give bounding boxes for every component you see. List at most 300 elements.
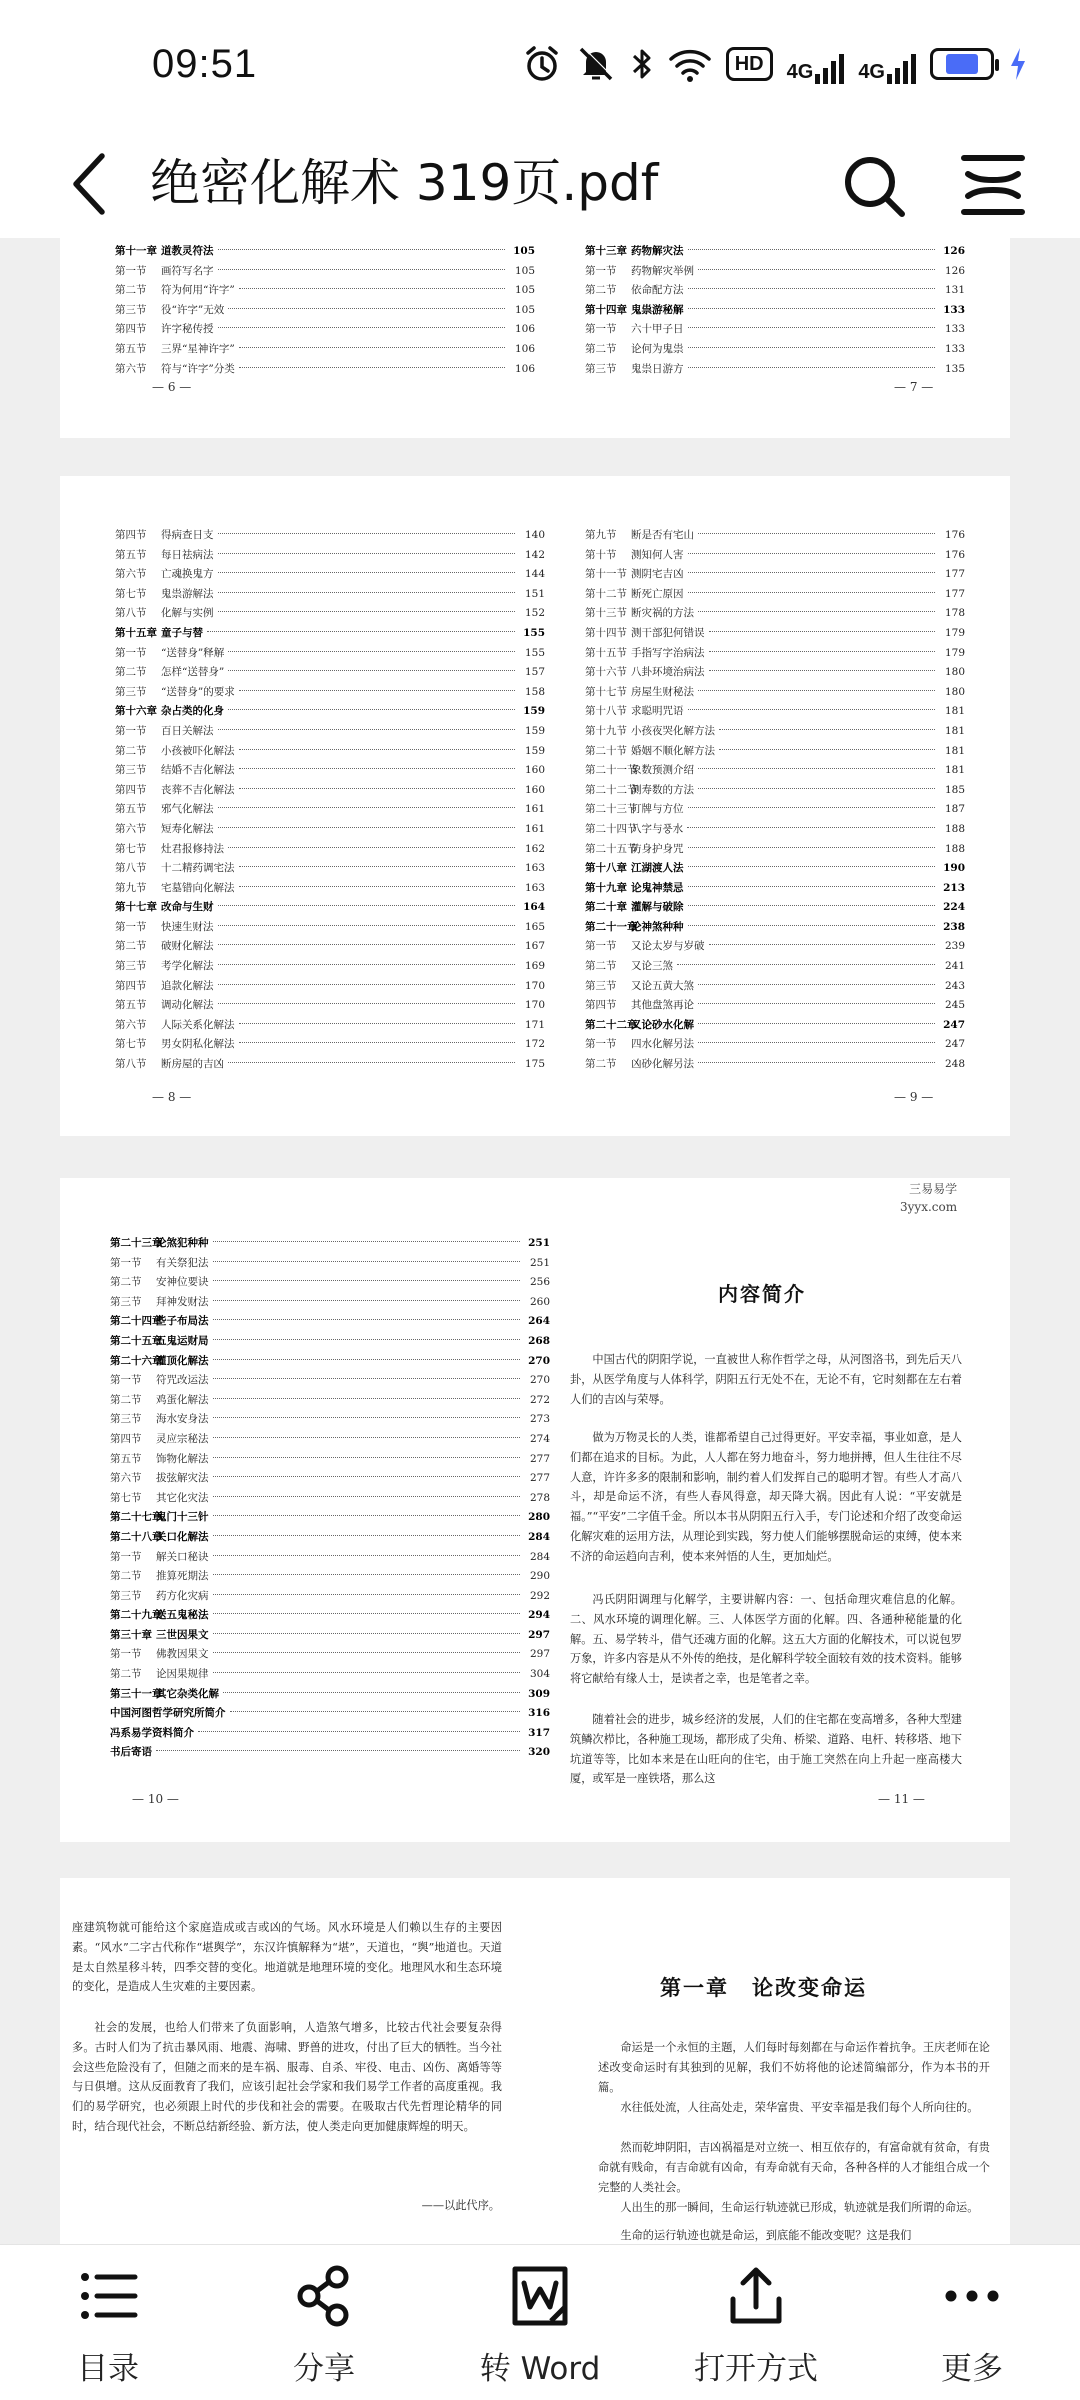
toc-entry-page: 164 bbox=[523, 901, 545, 914]
toc-entry bbox=[110, 1450, 550, 1470]
toc-entry bbox=[585, 722, 965, 742]
chapter-paragraph: 命运是一个永恒的主题，人们每时每刻都在与命运作着抗争。王庆老师在论述改变命运时有其独到的见解，我们不妨将他的论述简编部分，作为本书的开篇。 bbox=[598, 2041, 990, 2094]
toc-entry-title: 破财化解法 bbox=[161, 940, 214, 953]
toc-entry-number: 第十九节 bbox=[585, 724, 627, 737]
page-number-left: — 6 — bbox=[152, 380, 192, 394]
intro-title: 内容简介 bbox=[718, 1282, 806, 1306]
toc-entry-page: 179 bbox=[944, 646, 965, 659]
intro-paragraph: 冯氏阴阳调理与化解学，主要讲解内容：一、包括命理灾难信息的化解。二、风水环境的调理化解。三、人体医学方面的化解。四、各通种秘能量的化解。五、易学转斗，借气还魂方面的化解。这五大方面的化解技术，可以说包罗万象，许多内容是从不外传的绝技，是化解科学较全面较有效的技术资料。能够将它献给有缘人士，是读者之幸，也是笔者之幸。 bbox=[570, 1593, 962, 1686]
toc-entry bbox=[585, 761, 965, 781]
toc-entry-number: 第一节 bbox=[115, 724, 147, 737]
toc-leader-dots bbox=[239, 749, 516, 750]
alarm-icon bbox=[522, 44, 562, 84]
toc-entry bbox=[115, 546, 545, 566]
toc-entry-number: 第六节 bbox=[115, 362, 147, 375]
toc-entry-page: 264 bbox=[528, 1315, 550, 1328]
toc-leader-dots bbox=[688, 249, 936, 250]
toc-entry-page: 157 bbox=[524, 666, 545, 679]
toolbar-contents-button[interactable] bbox=[18, 2263, 198, 2388]
preface-signature: ——以此代序。 bbox=[421, 2199, 500, 2212]
toc-entry-title: 改命与生财 bbox=[161, 901, 214, 914]
toc-leader-dots bbox=[213, 1594, 521, 1595]
toc-entry-number: 第二十六章 bbox=[110, 1354, 163, 1367]
toc-entry-title: 断灾祸的方法 bbox=[631, 607, 694, 620]
toc-entry bbox=[110, 1332, 550, 1352]
intro-paragraph: 做为万物灵长的人类，谁都希望自己过得更好。平安幸福，事业如意，是人们都在追求的目标。为此，人人都在努力地奋斗，努力地拼搏，但人生往往不尽人意，许许多多的限制和影响，制约着人们发挥自己的聪明才智。有些人才高八斗，却是命运不济，有些人春风得意，却天降大祸。因此有人说：“平安就是福。”“平安”二字值千金。所以本书从阴阳五行入手，专门论述和介绍了改变命运化解灾难的运用方法，从理论到实践，努力使人们能够摆脱命运的束缚，使本来不济的命运趋向吉利，使本来舛悟的人生，更加灿烂。 bbox=[570, 1431, 962, 1563]
toc-entry-page: 247 bbox=[944, 1038, 965, 1051]
toc-entry-title: 百日关解法 bbox=[161, 724, 214, 737]
toc-entry-title: 防身护身咒 bbox=[631, 842, 684, 855]
toc-entry-number: 第四节 bbox=[115, 323, 147, 336]
toc-leader-dots bbox=[719, 729, 935, 730]
toc-entry bbox=[585, 242, 965, 262]
toc-entry-title: “送替身”的要求 bbox=[161, 685, 235, 698]
toc-entry-page: 105 bbox=[514, 284, 535, 297]
toolbar-open-with-button[interactable] bbox=[666, 2263, 846, 2388]
toc-entry-page: 106 bbox=[514, 323, 535, 336]
toc-entry-number: 第九节 bbox=[115, 881, 147, 894]
toc-leader-dots bbox=[698, 1003, 935, 1004]
toc-leader-dots bbox=[213, 1378, 521, 1379]
toc-leader-dots bbox=[218, 592, 516, 593]
toc-entry-number: 第二节 bbox=[115, 284, 147, 297]
toc-entry-title: 道教灵符法 bbox=[161, 245, 214, 257]
toc-entry-page: 180 bbox=[944, 666, 965, 679]
toc-entry-page: 160 bbox=[524, 783, 545, 796]
toc-entry-page: 316 bbox=[528, 1707, 550, 1720]
toc-entry-number: 第一节 bbox=[115, 920, 147, 933]
toc-entry-title: 佛教因果文 bbox=[156, 1648, 209, 1661]
toc-leader-dots bbox=[213, 1613, 521, 1614]
toc-leader-dots bbox=[198, 1731, 520, 1732]
toc-entry-title: 杂占类的化身 bbox=[161, 705, 224, 718]
toc-leader-dots bbox=[228, 847, 515, 848]
toc-entry-title: 短寿化解法 bbox=[161, 822, 214, 835]
toc-entry bbox=[110, 1508, 550, 1528]
toc-leader-dots bbox=[156, 1750, 520, 1751]
toc-entry-number: 第四节 bbox=[115, 783, 147, 796]
toolbar-label: 转 Word bbox=[479, 2351, 601, 2387]
toc-entry bbox=[585, 742, 965, 762]
toc-entry-number: 第二十五节 bbox=[585, 842, 638, 855]
toc-entry bbox=[585, 957, 965, 977]
toc-entry-title: 其它杂类化解 bbox=[156, 1687, 219, 1700]
toc-entry bbox=[115, 320, 535, 340]
toc-entry-title: 测寿数的方法 bbox=[631, 783, 694, 796]
toc-entry-page: 142 bbox=[524, 548, 545, 561]
toc-entry-page: 248 bbox=[944, 1058, 965, 1071]
toc-entry-page: 140 bbox=[524, 529, 545, 541]
toc-leader-dots bbox=[698, 1042, 935, 1043]
toc-entry-page: 178 bbox=[944, 607, 965, 620]
toc-entry-title: 符咒改运法 bbox=[156, 1374, 209, 1387]
toc-entry-page: 155 bbox=[523, 626, 545, 639]
toc-entry bbox=[110, 1371, 550, 1391]
toc-entry-number: 第二十五章 bbox=[110, 1334, 163, 1347]
toc-entry-page: 185 bbox=[944, 783, 965, 796]
toc-entry-page: 238 bbox=[943, 920, 965, 933]
toc-entry-title: 符为何用“许字” bbox=[161, 284, 235, 297]
toc-entry-title: 测干部犯何错误 bbox=[631, 626, 705, 639]
toc-entry-page: 190 bbox=[943, 862, 965, 875]
toc-leader-dots bbox=[687, 827, 935, 828]
toc-entry-title: 快速生财法 bbox=[161, 920, 214, 933]
toc-leader-dots bbox=[230, 1711, 521, 1712]
toc-entry-number: 第二十四节 bbox=[585, 822, 638, 835]
toc-entry-number: 第十八章 bbox=[585, 862, 627, 875]
toc-entry bbox=[115, 301, 535, 321]
toc-entry-title: 八卦环境治病法 bbox=[631, 666, 705, 679]
toc-entry-page: 106 bbox=[514, 342, 535, 355]
toc-entry-number: 第十六节 bbox=[585, 666, 627, 679]
toc-entry-title: 灌顶化解法 bbox=[156, 1354, 209, 1367]
toc-entry-title: 小孩夜哭化解方法 bbox=[631, 724, 715, 737]
toc-leader-dots bbox=[213, 1280, 521, 1281]
toc-entry-title: 推算死期法 bbox=[156, 1570, 209, 1583]
toc-entry-title: 人际关系化解法 bbox=[161, 1018, 235, 1031]
toolbar-label: 目录 bbox=[77, 2351, 139, 2387]
toc-entry-page: 274 bbox=[529, 1432, 550, 1445]
toc-entry-page: 158 bbox=[524, 685, 545, 698]
toc-entry-page: 251 bbox=[528, 1237, 550, 1249]
toc-entry bbox=[585, 996, 965, 1016]
toc-entry-number: 第一节 bbox=[115, 646, 147, 659]
toolbar-share-button[interactable] bbox=[234, 2263, 414, 2388]
toc-leader-dots bbox=[239, 1042, 516, 1043]
toc-entry-page: 213 bbox=[943, 881, 965, 894]
toc-entry bbox=[585, 1016, 965, 1036]
toc-entry bbox=[115, 340, 535, 360]
toc-entry-number: 第七节 bbox=[115, 1038, 147, 1051]
toc-entry-number: 第二节 bbox=[585, 284, 617, 297]
toc-entry-page: 171 bbox=[524, 1018, 545, 1031]
toc-entry-page: 133 bbox=[944, 342, 965, 355]
toolbar-more-button[interactable] bbox=[882, 2263, 1062, 2388]
toc-entry-number: 第三节 bbox=[110, 1413, 142, 1426]
toc-entry-page: 151 bbox=[524, 587, 545, 600]
toc-leader-dots bbox=[218, 944, 516, 945]
toc-entry-page: 133 bbox=[944, 323, 965, 336]
toc-entry-number: 第二十二节 bbox=[585, 783, 638, 796]
toc-entry-number: 第二节 bbox=[115, 744, 147, 757]
toc-entry-title: 邪气化解法 bbox=[161, 803, 214, 816]
search-icon bbox=[836, 148, 910, 222]
toc-entry-title: 鬼祟游解法 bbox=[161, 587, 214, 600]
toc-leader-dots bbox=[218, 807, 516, 808]
toolbar-to-word-button[interactable] bbox=[450, 2263, 630, 2388]
toc-entry-title: 论煞犯种种 bbox=[156, 1237, 209, 1249]
toc-entry-page: 247 bbox=[943, 1018, 965, 1031]
toc-leader-dots bbox=[239, 367, 505, 368]
toc-entry-number: 第三节 bbox=[110, 1589, 142, 1602]
toc-entry bbox=[585, 301, 965, 321]
toc-entry-number: 第二十节 bbox=[585, 744, 627, 757]
toc-entry bbox=[110, 1587, 550, 1607]
toc-entry-number: 第三节 bbox=[115, 960, 147, 973]
toc-leader-dots bbox=[213, 1574, 521, 1575]
toc-entry-page: 304 bbox=[529, 1668, 550, 1681]
toc-entry-title: 测阴宅吉凶 bbox=[631, 568, 684, 581]
toc-entry-title: 符与“许字”分类 bbox=[161, 362, 235, 375]
toc-entry bbox=[110, 1391, 550, 1411]
toc-entry-page: 245 bbox=[944, 999, 965, 1012]
toc-leader-dots bbox=[213, 1261, 521, 1262]
toc-entry-number: 第二十三章 bbox=[110, 1237, 163, 1249]
chapter-title: 第一章 论改变命运 bbox=[660, 1975, 867, 2000]
toc-entry-title: 关口化解法 bbox=[156, 1530, 209, 1543]
toc-entry-number: 第二十三节 bbox=[585, 803, 638, 816]
toc-entry bbox=[585, 585, 965, 605]
toc-entry bbox=[115, 977, 545, 997]
toc-entry-title: 考学化解法 bbox=[161, 960, 214, 973]
toc-entry-page: 133 bbox=[943, 303, 965, 316]
toc-entry-title: 药方化灾病 bbox=[156, 1589, 209, 1602]
toc-entry-page: 165 bbox=[524, 920, 545, 933]
toc-entry bbox=[585, 840, 965, 860]
toc-left-column bbox=[115, 242, 535, 379]
toc-entry bbox=[115, 820, 545, 840]
toc-leader-dots bbox=[213, 1515, 521, 1516]
toc-entry bbox=[115, 937, 545, 957]
toc-leader-dots bbox=[688, 886, 936, 887]
toc-entry-page: 159 bbox=[524, 724, 545, 737]
toc-entry-title: 灶君报修持法 bbox=[161, 842, 224, 855]
toc-entry-page: 159 bbox=[523, 705, 545, 718]
toc-entry-number: 第三节 bbox=[585, 362, 617, 375]
toc-leader-dots bbox=[688, 572, 936, 573]
toc-leader-dots bbox=[688, 367, 936, 368]
toc-leader-dots bbox=[228, 1062, 515, 1063]
toc-entry-page: 294 bbox=[528, 1609, 550, 1622]
toc-entry-title: 每日祛病法 bbox=[161, 548, 214, 561]
toc-entry-title: 画符写名字 bbox=[161, 264, 214, 277]
toc-entry-page: 176 bbox=[944, 529, 965, 541]
toc-entry-number: 第十二节 bbox=[585, 587, 627, 600]
toc-entry bbox=[115, 1055, 545, 1075]
open-with-icon bbox=[723, 2263, 789, 2329]
toc-entry-title: 江湖渡人法 bbox=[631, 862, 684, 875]
toc-entry-number: 第二十九章 bbox=[110, 1609, 163, 1622]
toc-entry-number: 第二节 bbox=[110, 1668, 142, 1681]
toc-entry-page: 241 bbox=[944, 960, 965, 973]
search-button[interactable] bbox=[836, 148, 910, 222]
toc-leader-dots bbox=[213, 1339, 521, 1340]
toc-entry bbox=[115, 585, 545, 605]
status-bar bbox=[0, 0, 1080, 130]
toc-entry-title: 鸡蛋化解法 bbox=[156, 1393, 209, 1406]
toc-entry bbox=[585, 340, 965, 360]
preface-paragraph: 座建筑物就可能给这个家庭造成或吉或凶的气场。风水环境是人们赖以生存的主要因素。“风水”二字古代称作“堪舆学”，东汉许慎解释为“堪”，天道也，“舆”地道也。天道是太自然星移斗转，四季交替的变化。地道就是地理环境的变化。地理风水和生态环境的变化，是造成人生灾难的主要因素。 bbox=[72, 1921, 502, 1994]
toc-entry-page: 320 bbox=[528, 1746, 550, 1759]
top-bar bbox=[0, 130, 1080, 238]
toc-entry-page: 105 bbox=[514, 303, 535, 316]
page-number-right: — 9 — bbox=[894, 1090, 934, 1104]
toc-entry-title: 调动化解法 bbox=[161, 999, 214, 1012]
toc-entry bbox=[115, 281, 535, 301]
toc-leader-dots bbox=[213, 1437, 521, 1438]
toc-leader-dots bbox=[228, 709, 515, 710]
toc-entry bbox=[585, 781, 965, 801]
view-mode-button[interactable] bbox=[956, 148, 1030, 222]
toc-entry-number: 第十七节 bbox=[585, 685, 627, 698]
toc-leader-dots bbox=[218, 964, 516, 965]
toc-entry-title: 安神位要诀 bbox=[156, 1276, 209, 1289]
toc-entry bbox=[585, 1055, 965, 1075]
toc-entry-page: 273 bbox=[529, 1413, 550, 1426]
toc-entry-page: 309 bbox=[528, 1687, 550, 1700]
toc-entry bbox=[110, 1606, 550, 1626]
toc-entry-page: 163 bbox=[524, 862, 545, 875]
toc-entry-number: 第七节 bbox=[110, 1491, 142, 1504]
toc-entry-number: 第二节 bbox=[110, 1276, 142, 1289]
toc-entry-number: 第二十二章 bbox=[585, 1018, 638, 1031]
toc-left-column bbox=[110, 1234, 550, 1763]
toc-entry bbox=[110, 1567, 550, 1587]
toc-right-column bbox=[585, 526, 965, 1075]
signal-2-icon: 4G bbox=[858, 44, 916, 84]
toc-entry-number: 第二节 bbox=[585, 1058, 617, 1071]
pdf-viewer[interactable] bbox=[0, 238, 1080, 2244]
toc-entry-title: 其他盘煞再论 bbox=[631, 999, 694, 1012]
toc-entry-title: 亡魂换鬼方 bbox=[161, 568, 214, 581]
toc-leader-dots bbox=[719, 749, 935, 750]
toc-entry-page: 317 bbox=[528, 1726, 550, 1739]
toc-entry-title: 象数预测介绍 bbox=[631, 764, 694, 777]
toc-entry-page: 284 bbox=[529, 1550, 550, 1563]
toc-entry bbox=[115, 565, 545, 585]
toc-leader-dots bbox=[709, 631, 936, 632]
toc-entry-number: 第八节 bbox=[115, 1058, 147, 1071]
toc-leader-dots bbox=[688, 807, 936, 808]
toc-entry bbox=[115, 742, 545, 762]
toc-leader-dots bbox=[218, 984, 516, 985]
toc-entry-number: 第十三节 bbox=[585, 607, 627, 620]
toc-leader-dots bbox=[688, 709, 936, 710]
toc-leader-dots bbox=[698, 269, 935, 270]
toc-leader-dots bbox=[239, 347, 505, 348]
toc-entry-number: 第二节 bbox=[115, 940, 147, 953]
toc-entry-title: 灌解与破除 bbox=[631, 901, 684, 914]
toc-leader-dots bbox=[213, 1457, 521, 1458]
toc-entry-number: 第八节 bbox=[115, 862, 147, 875]
toc-entry-title: 断是否有宅山 bbox=[631, 529, 694, 541]
toc-entry-page: 152 bbox=[524, 607, 545, 620]
document-title: 绝密化解术 319页.pdf bbox=[150, 154, 659, 212]
toc-entry-page: 187 bbox=[944, 803, 965, 816]
toc-entry-page: 256 bbox=[529, 1276, 550, 1289]
toc-entry-title: 药物解灾举例 bbox=[631, 264, 694, 277]
toc-entry-number: 第十五节 bbox=[585, 646, 627, 659]
toc-leader-dots bbox=[688, 308, 936, 309]
toc-entry bbox=[110, 1685, 550, 1705]
status-time: 09:51 bbox=[152, 42, 258, 86]
toc-entry-title: 药物解灾法 bbox=[631, 245, 684, 257]
toc-entry-title: 结婚不吉化解法 bbox=[161, 764, 235, 777]
page-number-right: — 7 — bbox=[894, 380, 934, 394]
toc-entry-number: 第二节 bbox=[110, 1393, 142, 1406]
toc-entry-title: 许字秘传授 bbox=[161, 323, 214, 336]
wifi-icon bbox=[668, 44, 712, 84]
list-icon bbox=[75, 2263, 141, 2329]
bottom-toolbar bbox=[0, 2244, 1080, 2400]
toc-entry-title: 婚姻不顺化解方法 bbox=[631, 744, 715, 757]
toc-entry-number: 第四节 bbox=[110, 1432, 142, 1445]
toc-entry-title: 饰物化解法 bbox=[156, 1452, 209, 1465]
toc-entry-number: 第三节 bbox=[110, 1295, 142, 1308]
toc-entry-page: 172 bbox=[524, 1038, 545, 1051]
toc-entry-page: 278 bbox=[529, 1491, 550, 1504]
toc-entry bbox=[115, 781, 545, 801]
toc-entry-page: 161 bbox=[524, 822, 545, 835]
toc-entry bbox=[115, 644, 545, 664]
toc-leader-dots bbox=[213, 1633, 521, 1634]
toc-leader-dots bbox=[213, 1476, 521, 1477]
toc-entry bbox=[585, 360, 965, 380]
toc-entry-title: 打牌与方位 bbox=[631, 803, 684, 816]
toc-entry-page: 251 bbox=[529, 1256, 550, 1269]
toc-entry bbox=[115, 722, 545, 742]
toc-leader-dots bbox=[223, 1692, 520, 1693]
toc-entry-title: 鬼门十三针 bbox=[156, 1511, 209, 1524]
toc-entry-number: 第四节 bbox=[115, 979, 147, 992]
toc-entry bbox=[115, 996, 545, 1016]
toc-entry-title: 论因果规律 bbox=[156, 1668, 209, 1681]
toc-entry-number: 第二十八章 bbox=[110, 1530, 163, 1543]
toc-entry bbox=[110, 1626, 550, 1646]
toc-entry-page: 162 bbox=[524, 842, 545, 855]
toc-entry-title: 依命配方法 bbox=[631, 284, 684, 297]
toc-entry bbox=[115, 840, 545, 860]
back-button[interactable] bbox=[62, 144, 122, 224]
toc-leader-dots bbox=[213, 1672, 521, 1673]
toc-entry-page: 277 bbox=[529, 1472, 550, 1485]
toc-entry-number: 第六节 bbox=[115, 822, 147, 835]
toc-entry-page: 175 bbox=[524, 1058, 545, 1071]
toc-leader-dots bbox=[688, 288, 936, 289]
toc-entry-page: 270 bbox=[528, 1354, 550, 1367]
battery-icon bbox=[930, 48, 994, 80]
toc-leader-dots bbox=[688, 925, 936, 926]
toc-leader-dots bbox=[239, 866, 516, 867]
toc-entry-page: 260 bbox=[529, 1295, 550, 1308]
toc-entry bbox=[585, 644, 965, 664]
toc-leader-dots bbox=[218, 827, 516, 828]
toc-entry-page: 106 bbox=[514, 362, 535, 375]
page-number-left: — 8 — bbox=[152, 1090, 192, 1104]
toc-entry-page: 176 bbox=[944, 548, 965, 561]
toc-entry-title: 有关祭犯法 bbox=[156, 1256, 209, 1269]
toc-entry-title: 得病查日支 bbox=[161, 529, 214, 541]
toc-entry-title: 论鬼神禁忌 bbox=[631, 881, 684, 894]
toc-leader-dots bbox=[213, 1496, 521, 1497]
toc-entry-page: 179 bbox=[944, 626, 965, 639]
toc-entry-page: 180 bbox=[944, 685, 965, 698]
toc-entry-title: 役“许字”无效 bbox=[161, 303, 225, 316]
toc-entry-title: 十二精药调宅法 bbox=[161, 862, 235, 875]
toc-leader-dots bbox=[688, 866, 936, 867]
toc-entry bbox=[585, 879, 965, 899]
toc-entry bbox=[115, 663, 545, 683]
toc-entry-title: 小孩被吓化解法 bbox=[161, 744, 235, 757]
toc-entry bbox=[585, 1035, 965, 1055]
toc-leader-dots bbox=[218, 249, 506, 250]
toc-entry bbox=[585, 604, 965, 624]
toc-leader-dots bbox=[698, 768, 935, 769]
toc-entry bbox=[585, 320, 965, 340]
pdf-page-1 bbox=[60, 238, 1010, 438]
toc-entry-page: 268 bbox=[528, 1334, 550, 1347]
toc-entry-number: 第七节 bbox=[115, 587, 147, 600]
